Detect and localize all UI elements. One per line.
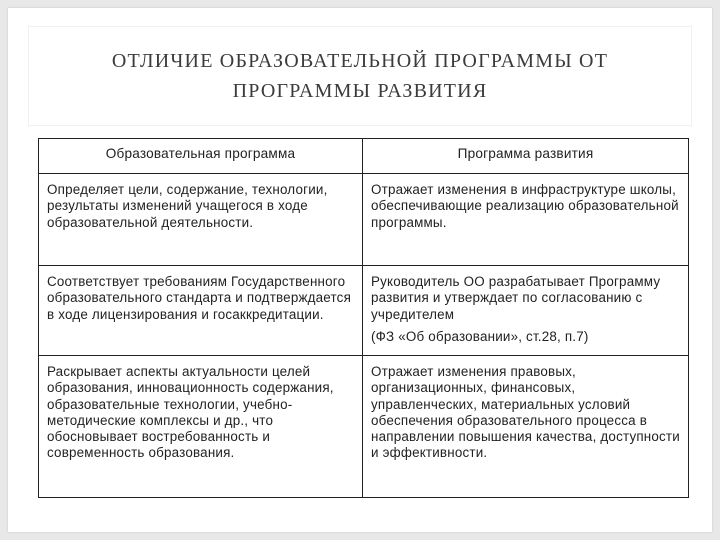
row-1-educational-program: Определяет цели, содержание, технологии, результаты изменений учащегося в ходе образовательной деятельности. (39, 174, 363, 266)
table-header-row (39, 139, 689, 174)
slide-title-line-2: ПРОГРАММЫ РАЗВИТИЯ (232, 80, 488, 102)
slide (8, 8, 712, 532)
slide-title (112, 46, 608, 106)
row-3-development-program: Отражает изменения правовых, организационных, финансовых, управленческих, материальных условий обеспечения образовательного процесса в направлении повышения качества, доступности и эффективности. (363, 356, 689, 498)
row-2-educational-program: Соответствует требованиям Государственного образовательного стандарта и подтверждается в ходе лицензирования и госаккредитации. (39, 266, 363, 356)
header-educational-program: Образовательная программа (39, 139, 363, 174)
table-row (39, 356, 689, 498)
table-row (39, 174, 689, 266)
row-2-development-text: Руководитель ОО разрабатывает Программу развития и утверждает по согласованию с учредителем (371, 274, 661, 322)
law-reference-note: (ФЗ «Об образовании», ст.28, п.7) (371, 328, 589, 344)
comparison-table (38, 138, 689, 498)
row-2-development-program (363, 266, 689, 356)
table-row (39, 266, 689, 356)
row-3-educational-program: Раскрывает аспекты актуальности целей образования, инновационность содержания, образовательные технологии, учебно-методические комплексы и др., что обосновывает востребованность и современность образования. (39, 356, 363, 498)
slide-title-line-1: ОТЛИЧИЕ ОБРАЗОВАТЕЛЬНОЙ ПРОГРАММЫ ОТ (111, 50, 609, 72)
row-1-development-program: Отражает изменения в инфраструктуре школы, обеспечивающие реализацию образовательной программы. (363, 174, 689, 266)
comparison-table-wrapper (38, 138, 688, 498)
header-development-program: Программа развития (363, 139, 689, 174)
title-panel (28, 26, 692, 126)
